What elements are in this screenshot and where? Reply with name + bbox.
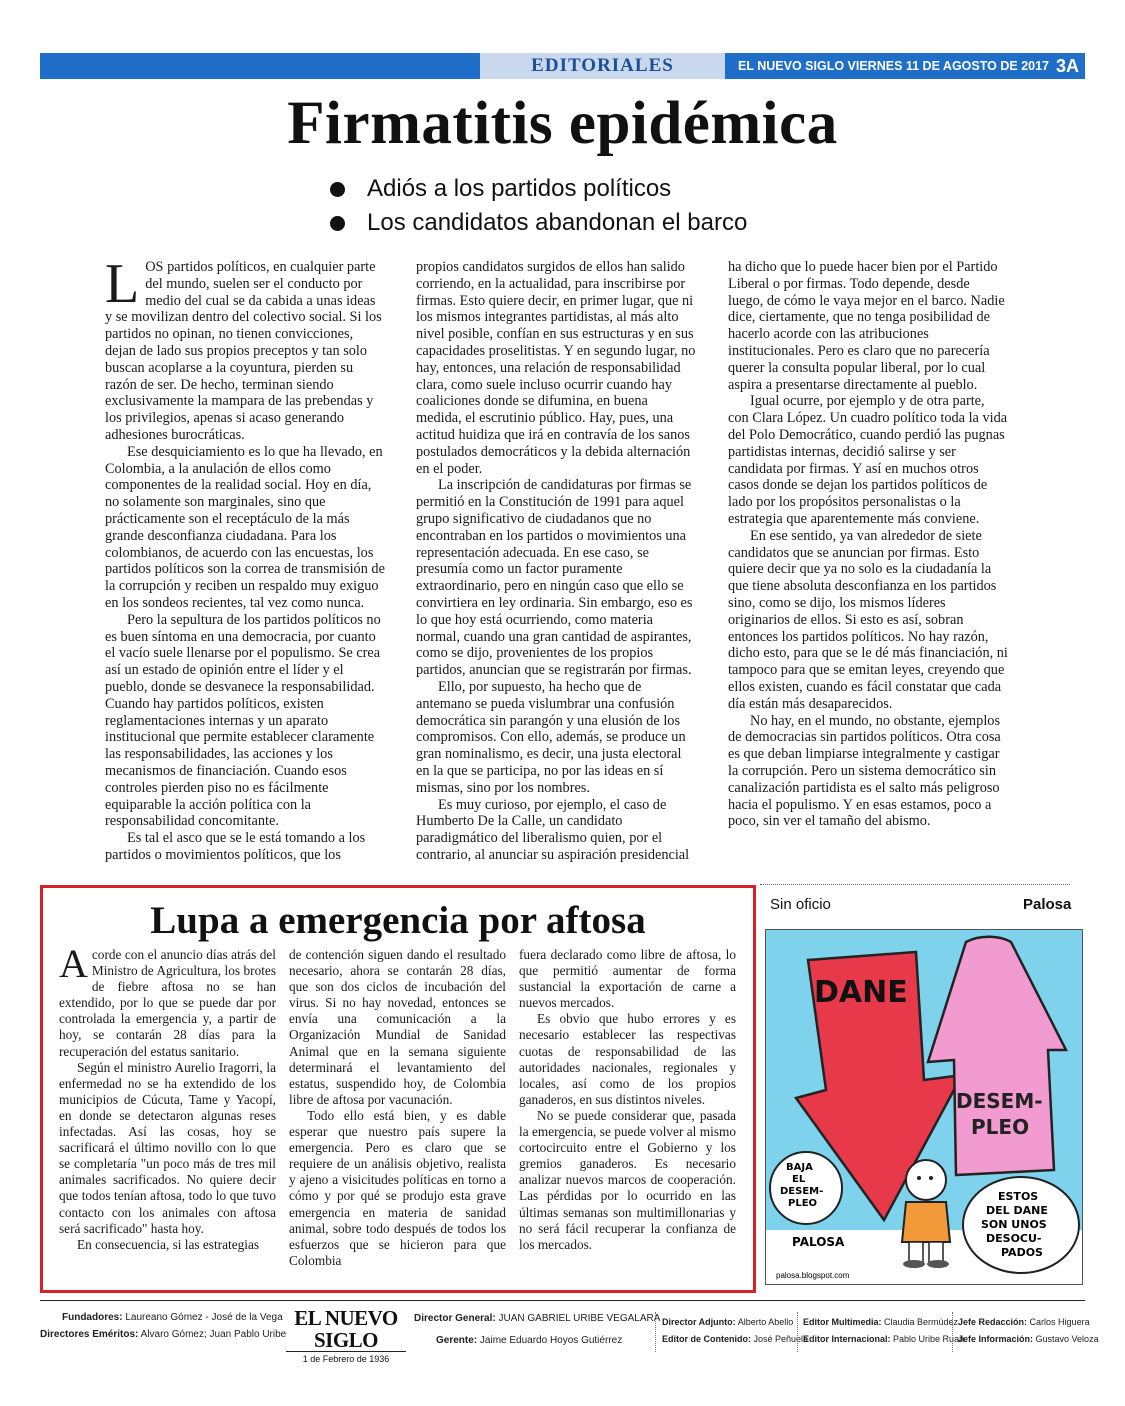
paragraph: Igual ocurre, por ejemplo y de otra parte, con Clara López. Un cuadro político toda la vida del Polo Democrático, cuando perdió las pugnas partidistas internas, decidió salirse y ser candidata por firmas. Y así en muchos otros casos donde se dejan los partidos políticos de lado por los propósitos personalistas o la estrategia que aparentemente más conviene. <box>728 393 1008 527</box>
editorial-2-column-1 <box>59 941 276 1253</box>
cartoon-drawing <box>766 930 1083 1285</box>
footer-redaccion: Jefe Redacción: Carlos Higuera <box>958 1317 1090 1327</box>
paragraph: En consecuencia, si las estrategias <box>77 1236 260 1252</box>
footer-multimedia: Editor Multimedia: Claudia Bermúdez <box>803 1317 959 1327</box>
paragraph: Es tal el asco que se le está tomando a los partidos o movimientos políticos, que los <box>105 830 366 863</box>
editorial-subheads <box>330 172 850 240</box>
cartoon-label: Sin oficio <box>770 896 831 913</box>
editorial-title: Firmatitis epidémica <box>287 90 838 157</box>
section-label: EDITORIALES <box>480 53 725 79</box>
bubble2-line: PADOS <box>1001 1246 1043 1259</box>
footer-informacion: Jefe Información: Gustavo Veloza <box>958 1334 1099 1344</box>
footer-adjunto: Director Adjunto: Alberto Abello <box>662 1317 794 1327</box>
paragraph: No se puede considerar que, pasada la emergencia, se puede volver al mismo cortocircuito entre el Gobierno y los gremios ganaderos. Es necesario analizar nuevos marcos de cooperación. Las pérdidas por lo ocurrido en las últimas semanas son multimillonarias y no será fácil recuperar la confianza de los mercados. <box>519 1107 736 1252</box>
drop-cap: A <box>59 941 88 986</box>
founding-date: 1 de Febrero de 1936 <box>302 1354 390 1364</box>
bullet-icon <box>330 182 345 197</box>
newspaper-logo <box>286 1307 406 1366</box>
paragraph: propios candidatos surgidos de ellos han salido corriendo, en la actualidad, para inscribirse por firmas. Esto quiere decir, en primer lugar, que ni los mismos integrantes partidistas, al más alto nivel posible, confían en sus estructuras y en sus capacidades proselitistas. Y en segundo lugar, no hay, entonces, una relación de responsabilidad clara, como suele incluso ocurrir cuando hay coaliciones donde se difumina, en buena medida, el escrutinio público. Hay, pues, una actitud huidiza que irá en contravía de los sanos postulados democráticos y la debida alternación en el poder. <box>416 259 696 477</box>
drop-cap: L <box>105 253 140 315</box>
footer-founders: Fundadores: Laureano Gómez - José de la Vega <box>62 1312 283 1323</box>
bullet-icon <box>330 216 345 231</box>
paragraph: Según el ministro Aurelio Iragorri, la enfermedad no se ha extendido de los municipios de Cúcuta, Tame y Yacopí, en donde se detectaron algunas reses infectadas. Así las cosas, hoy se sacrificará el último novillo con lo que se completaría "un poco más de tres mil animales sacrificados. No quiere decir que todos tenían aftosa, todo lo que tuvo contacto con los animales con aftosa será sacrificado" hasta hoy. <box>59 1059 276 1236</box>
editorial-2-title: Lupa a emergencia por aftosa <box>150 899 646 942</box>
editorial-2-column-2 <box>289 947 506 1269</box>
paragraph: La inscripción de candidaturas por firmas se permitió en la Constitución de 1991 para aquel grupo significativo de ciudadanos que no encontraban en los partidos o movimientos una representación adecuada. En ese caso, se presumía como un factor puramente extraordinario, pero en ningún caso que ello se convirtiera en ley ordinaria. Sin embargo, eso es lo que hoy está ocurriendo, como materia normal, cuando una gran cantidad de aspirantes, como se dijo, provenientes de los propios partidos, anuncian que se registrarán por firmas. <box>416 477 693 679</box>
footer-rule <box>40 1300 1085 1301</box>
bubble1-line: EL <box>792 1174 806 1185</box>
up-arrow-icon <box>928 937 1066 1175</box>
page-number: 3A <box>1055 56 1079 76</box>
cartoon-author: Palosa <box>1023 896 1072 913</box>
cartoon-illustration <box>765 929 1083 1285</box>
editorial-column-1 <box>105 253 385 864</box>
arrow-up-label-2: PLEO <box>971 1115 1030 1139</box>
subhead-text: Los candidatos abandonan el barco <box>367 209 748 236</box>
footer-separator <box>797 1312 798 1352</box>
editorial-2-box <box>40 885 756 1293</box>
paragraph: Es muy curioso, por ejemplo, el caso de Humberto De la Calle, un candidato paradigmático del liberalismo quien, por el contrario, al anunciar su aspiración presidencial <box>416 796 690 863</box>
paragraph: Ese desquiciamiento es lo que ha llevado, en Colombia, a la anulación de ellos como componentes de la realidad social. Hoy en día, no solamente son marginales, sino que prácticamente son el receptáculo de la más grande desconfianza ciudadana. Para los colombianos, de acuerdo con las encuestas, los partidos políticos son la correa de transmisión de la corrupción y reciben un respaldo muy exiguo en los sondeos recientes, tal vez como nunca. <box>105 443 385 611</box>
bubble1-line: DESEM- <box>780 1186 824 1197</box>
paragraph: Ello, por supuesto, ha hecho que de antemano se pueda vislumbrar una confusión democrática sin parangón y una elusión de los compromisos. Con ello, además, se produce un gran nominalismo, es decir, una justa electoral en la que se participa, no por las ideas en sí mismas, sino por los nombres. <box>416 678 686 796</box>
bubble2-line: DEL DANE <box>986 1204 1048 1217</box>
footer-separator <box>952 1312 953 1352</box>
arrow-up-label-1: DESEM- <box>956 1089 1043 1113</box>
header-bar <box>40 53 1085 79</box>
paragraph: Acorde con el anuncio días atrás del Ministro de Agricultura, los brotes de fiebre aftosa no se han extendido, por lo que se puede dar por controlada la emergencia y, a partir de hoy, se contarán 28 días para la recuperación del estatus sanitario. <box>59 941 276 1059</box>
subhead-item <box>330 172 850 206</box>
footer-separator <box>655 1312 656 1352</box>
bubble2-line: ESTOS <box>998 1190 1039 1203</box>
paragraph: Es obvio que hubo errores y es necesario establecer las respectivas cuotas de responsabilidad de las autoridades nacionales, regionales y locales, así como de los propios ganaderos, en sus distintos niveles. <box>519 1011 736 1107</box>
bubble2-line: SON UNOS <box>981 1218 1047 1231</box>
footer-manager: Gerente: Jaime Eduardo Hoyos Gutiérrez <box>436 1335 623 1346</box>
bubble1-line: PLEO <box>788 1198 818 1209</box>
editorial-2-column-3 <box>519 947 736 1253</box>
cartoon-divider <box>760 884 1070 885</box>
editorial-column-3 <box>728 259 1008 830</box>
paragraph: fuera declarado como libre de aftosa, lo que permitió aumentar de forma sustancial la exportación de carne a nuevos mercados. <box>519 947 736 1011</box>
footer-director: Director General: JUAN GABRIEL URIBE VEGALARA <box>414 1313 661 1324</box>
footer-emeritus: Directores Eméritos: Alvaro Gómez; Juan Pablo Uribe <box>40 1329 287 1340</box>
paragraph: Pero la sepultura de los partidos políticos no es buen síntoma en una democracia, por cuanto el vacío suele llenarse por el populismo. Se crea así un estado de opinión entre el líder y el pueblo, donde se desvanece la responsabilidad. Cuando hay partidos políticos, existen reglamentaciones internas y un aparato institucional que permite establecer claramente las responsabilidades, las acciones y los mecanismos de financiación. Cuando esos controles pierden piso no es fácilmente equiparable la acción política con la responsabilidad concomitante. <box>105 611 381 830</box>
footer-internacional: Editor Internacional: Pablo Uribe Ruan <box>803 1334 965 1344</box>
paragraph: LOS partidos políticos, en cualquier parte del mundo, suelen ser el conducto por medio del cual se da cabida a unas ideas y se movilizan dentro del colectivo social. Si los partidos no opinan, no tienen convicciones, dejan de lado sus propios preceptos y tan solo buscan acoplarse a la coyuntura, pierden su razón de ser. De hecho, terminan siendo exclusivamente la mampara de las prebendas y los privilegios, apenas si acaso generando adhesiones burocráticas. <box>105 253 382 443</box>
cartoon-signature: PALOSA <box>792 1235 845 1249</box>
paragraph: En ese sentido, ya van alrededor de siete candidatos que se anuncian por firmas. Esto quiere decir que ya no solo es la ciudadanía la que tiene absoluta desconfianza en los partidos sino, como se dijo, los mismos líderes originarios de ellos. Si esto es así, sobran entonces los partidos políticos. No hay razón, dicho esto, para que se le dé más financiación, ni tampoco para que se emitan leyes, creyendo que ellos existen, cuando es fácil constatar que cada día están más desaparecidos. <box>728 527 1008 712</box>
dateline: EL NUEVO SIGLO VIERNES 11 DE AGOSTO DE 2017 <box>738 59 1049 73</box>
paragraph: ha dicho que lo puede hacer bien por el Partido Liberal o por firmas. Todo depende, desde luego, de cómo le vaya mejor en el barco. Nadie dice, ciertamente, que no tenga posibilidad de hacerlo acorde con las atribuciones institucionales. Pero es claro que no parecería querer la consulta popular liberal, por lo cual aspira a presentarse directamente al pueblo. <box>728 259 1005 393</box>
paragraph: No hay, en el mundo, no obstante, ejemplos de democracias sin partidos políticos. Otra cosa es que deban limpiarse integralmente y castigar la corrupción. Pero un sistema democrático sin canalización partidista es el salto más peligroso hacia el populismo. Y en esas estamos, poco a poco, sin ver el tamaño del abismo. <box>728 712 1001 830</box>
cartoon-site: palosa.blogspot.com <box>776 1271 850 1280</box>
subhead-item <box>330 206 850 240</box>
subhead-text: Adiós a los partidos políticos <box>367 175 672 202</box>
footer-contenido: Editor de Contenido: José Peñuela <box>662 1334 809 1344</box>
bubble1-line: BAJA <box>786 1162 813 1173</box>
bubble2-line: DESOCU- <box>986 1232 1042 1245</box>
paragraph: Todo ello está bien, y es dable esperar que nuestro país supere la emergencia. Pero es claro que se requiere de un análisis objetivo, realista y ajeno a visicitudes políticas en torno a cómo y por qué se produjo esta grave emergencia en materia de sanidad animal, sobre todo después de todos los esfuerzos que se hicieron para que Colombia <box>289 1107 506 1268</box>
editorial-column-2 <box>416 259 696 864</box>
logo-text: EL NUEVO SIGLO <box>286 1307 406 1352</box>
paragraph: de contención siguen dando el resultado necesario, ahora se contarán 28 días, que son dos ciclos de incubación del virus. Si no hay novedad, entonces se envía una comunicación a la Organización Mundial de Sanidad Animal que en la semana siguiente determinará el levantamiento del estatus, suspendido hoy, de Colombia libre de aftosa por vacunación. <box>289 947 506 1107</box>
arrow-down-label: DANE <box>814 975 908 1010</box>
